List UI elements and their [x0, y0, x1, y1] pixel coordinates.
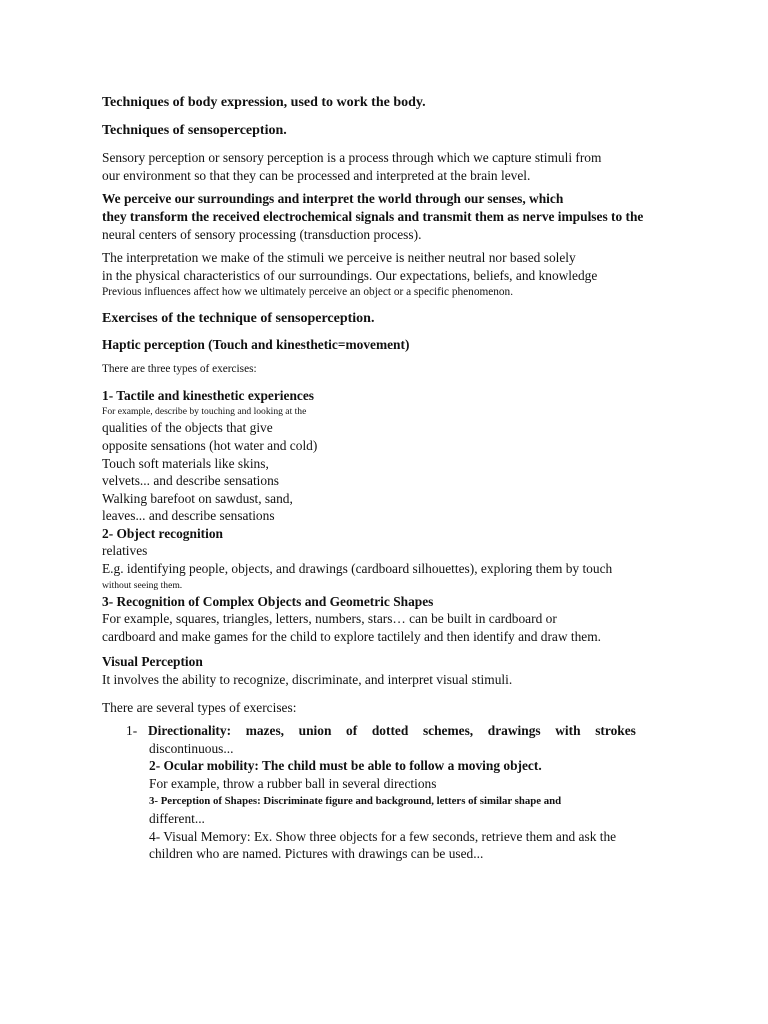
exercise-line: Touch soft materials like skins, — [102, 455, 269, 471]
word: drawings — [487, 723, 541, 739]
three-types-text: There are three types of exercises: — [102, 363, 257, 376]
exercise-1-title: 1- Tactile and kinesthetic experiences — [102, 387, 314, 403]
paragraph-line: in the physical characteristics of our surroundings. Our expectations, beliefs, and knowledge — [102, 267, 598, 283]
paragraph-line: Sensory perception or sensory perception is a process through which we capture stimuli from — [102, 150, 602, 166]
title-body-expression: Techniques of body expression, used to work the body. — [102, 95, 426, 110]
list-item-continuation: children who are named. Pictures with drawings can be used... — [149, 846, 484, 862]
exercise-2-title: 2- Object recognition — [102, 525, 223, 541]
list-item-visual-memory: 4- Visual Memory: Ex. Show three objects for a few seconds, retrieve them and ask the — [149, 828, 617, 844]
paragraph-line: neural centers of sensory processing (transduction process). — [102, 226, 422, 242]
exercise-line: Walking barefoot on sawdust, sand, — [102, 490, 293, 506]
exercise-line: E.g. identifying people, objects, and drawings (cardboard silhouettes), exploring them by touch — [102, 561, 613, 577]
paragraph-surroundings — [102, 190, 702, 243]
exercise-2-note: without seeing them. — [102, 579, 183, 591]
word: mazes, — [245, 723, 284, 739]
visual-perception-heading: Visual Perception — [102, 654, 203, 670]
exercise-1-intro: For example, describe by touching and looking at the — [102, 406, 307, 418]
paragraph-line: they transform the received electrochemical signals and transmit them as nerve impulses to the — [102, 208, 644, 224]
exercise-line: leaves... and describe sensations — [102, 508, 275, 524]
visual-perception-desc: It involves the ability to recognize, discriminate, and interpret visual stimuli. — [102, 672, 513, 688]
exercise-1-body — [102, 419, 702, 525]
exercise-line: For example, squares, triangles, letters, numbers, stars… can be built in cardboard or — [102, 611, 557, 627]
paragraph-line: The interpretation we make of the stimuli we perceive is neither neutral nor based solely — [102, 250, 576, 266]
list-number: 1- — [126, 723, 138, 739]
list-item-shapes: 3- Perception of Shapes: Discriminate figure and background, letters of similar shape and — [149, 794, 562, 807]
exercise-line: qualities of the objects that give — [102, 420, 273, 436]
title-sensoperception: Techniques of sensoperception. — [102, 122, 287, 138]
directionality-text — [148, 722, 636, 740]
list-item-ocular-mobility: 2- Ocular mobility: The child must be able to follow a moving object. — [149, 758, 542, 774]
word: schemes, — [422, 723, 474, 739]
word: with — [555, 723, 581, 739]
list-item-continuation: different... — [149, 811, 205, 827]
list-item-directionality — [126, 722, 636, 740]
visual-exercise-list — [126, 722, 636, 863]
exercise-line: opposite sensations (hot water and cold) — [102, 437, 318, 453]
word: union — [298, 723, 332, 739]
paragraph-line: Previous influences affect how we ultimately perceive an object or a specific phenomenon. — [102, 286, 514, 299]
several-types-text: There are several types of exercises: — [102, 699, 297, 715]
word: Directionality: — [148, 723, 232, 739]
list-item-continuation: For example, throw a rubber ball in several directions — [149, 776, 437, 791]
paragraph-line: our environment so that they can be processed and interpreted at the brain level. — [102, 167, 531, 183]
document-page — [102, 94, 702, 863]
exercise-line: cardboard and make games for the child to explore tactilely and then identify and draw them. — [102, 628, 601, 644]
paragraph-sensory-perception — [102, 149, 702, 184]
paragraph-interpretation — [102, 249, 702, 302]
word: strokes — [595, 723, 636, 739]
exercises-heading: Exercises of the technique of sensoperception. — [102, 310, 375, 326]
paragraph-line: We perceive our surroundings and interpret the world through our senses, which — [102, 191, 564, 207]
word: dotted — [371, 723, 409, 739]
exercise-3-title: 3- Recognition of Complex Objects and Geometric Shapes — [102, 593, 434, 609]
exercise-line: velvets... and describe sensations — [102, 473, 280, 489]
list-item-continuation: discontinuous... — [149, 740, 234, 756]
word: of — [346, 723, 358, 739]
exercise-line: relatives — [102, 543, 148, 559]
haptic-heading: Haptic perception (Touch and kinesthetic=movement) — [102, 336, 410, 352]
